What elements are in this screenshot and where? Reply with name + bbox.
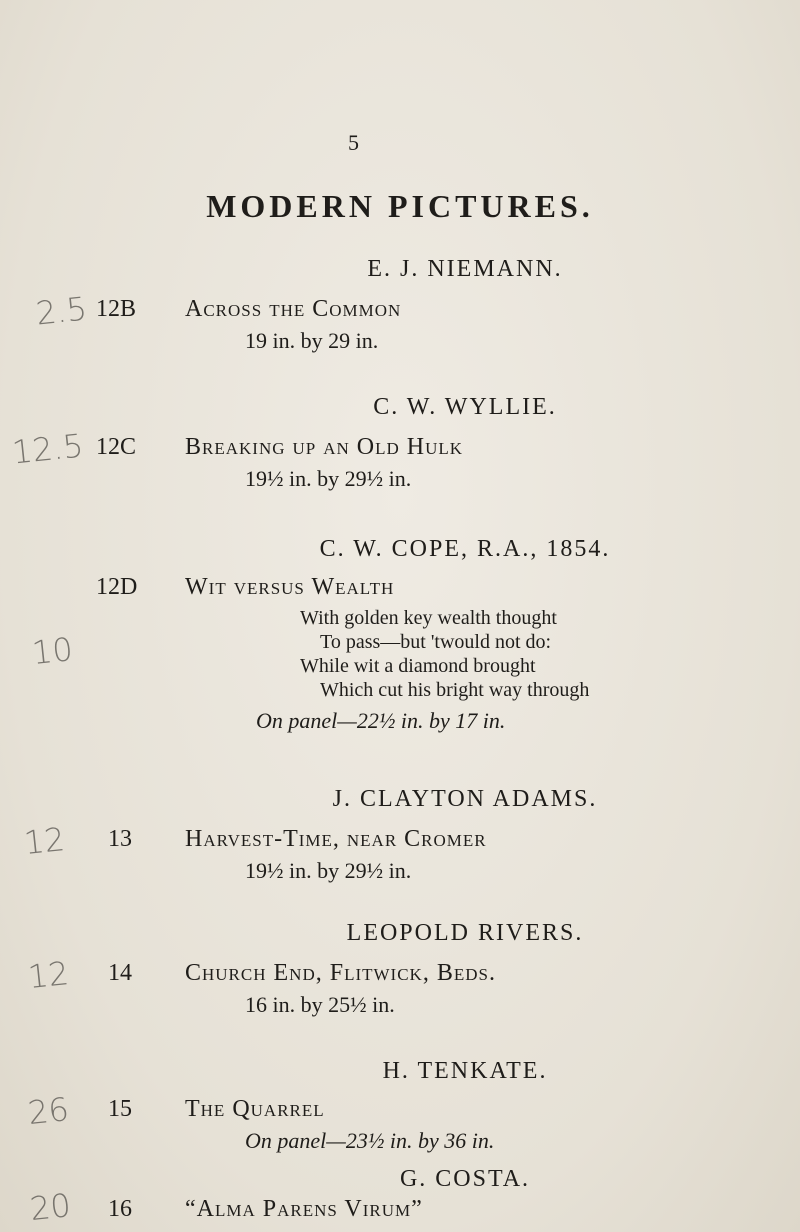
artist-name: G. COSTA. (399, 1166, 531, 1192)
pencil-annotation: 12.5 (10, 426, 86, 472)
lot-number: 12B (96, 296, 137, 322)
artist-name: J. CLAYTON ADAMS. (332, 786, 598, 812)
lot-title: The Quarrel (185, 1096, 325, 1122)
lot-title: Wit versus Wealth (185, 574, 395, 600)
lot-size: 16 in. by 25½ in. (245, 992, 395, 1017)
lot-title: Across the Common (185, 296, 402, 322)
lot-number: 16 (108, 1196, 132, 1222)
pencil-annotation: 20 (28, 1185, 73, 1229)
lot-title: Harvest-Time, near Cromer (185, 826, 487, 852)
lot-number: 15 (108, 1096, 132, 1122)
verse-line: Which cut his bright way through (320, 679, 590, 701)
lot-title: “Alma Parens Virum” (185, 1196, 423, 1222)
page-number: 5 (348, 130, 359, 155)
page-heading: MODERN PICTURES. (206, 188, 594, 224)
lot-number: 13 (108, 826, 132, 852)
lot-verse (300, 606, 589, 702)
lot-number: 14 (108, 960, 132, 986)
lot-size: On panel—22½ in. by 17 in. (256, 708, 506, 733)
artist-name: H. TENKATE. (382, 1058, 548, 1084)
pencil-annotation: 10 (30, 629, 75, 673)
lot-number: 12D (96, 574, 138, 600)
lot-number: 12C (96, 434, 137, 460)
verse-line: With golden key wealth thought (300, 607, 557, 629)
pencil-annotation: 12 (22, 819, 67, 863)
artist-name: E. J. NIEMANN. (367, 256, 563, 282)
lot-size: 19 in. by 29 in. (245, 328, 379, 353)
verse-line: While wit a diamond brought (300, 655, 536, 677)
pencil-annotation: 2.5 (34, 289, 89, 333)
artist-name: C. W. WYLLIE. (373, 394, 557, 420)
artist-name: LEOPOLD RIVERS. (346, 920, 584, 946)
artist-name: C. W. COPE, R.A., 1854. (319, 536, 611, 562)
verse-line: To pass—but 'twould not do: (320, 631, 552, 653)
lot-size: On panel—23½ in. by 36 in. (245, 1128, 495, 1153)
lot-title: Breaking up an Old Hulk (185, 434, 464, 460)
lot-size: 19½ in. by 29½ in. (245, 858, 412, 883)
lot-size: 19½ in. by 29½ in. (245, 466, 412, 491)
pencil-annotation: 26 (26, 1089, 71, 1133)
pencil-annotation: 12 (26, 953, 71, 997)
lot-title: Church End, Flitwick, Beds. (185, 960, 496, 986)
